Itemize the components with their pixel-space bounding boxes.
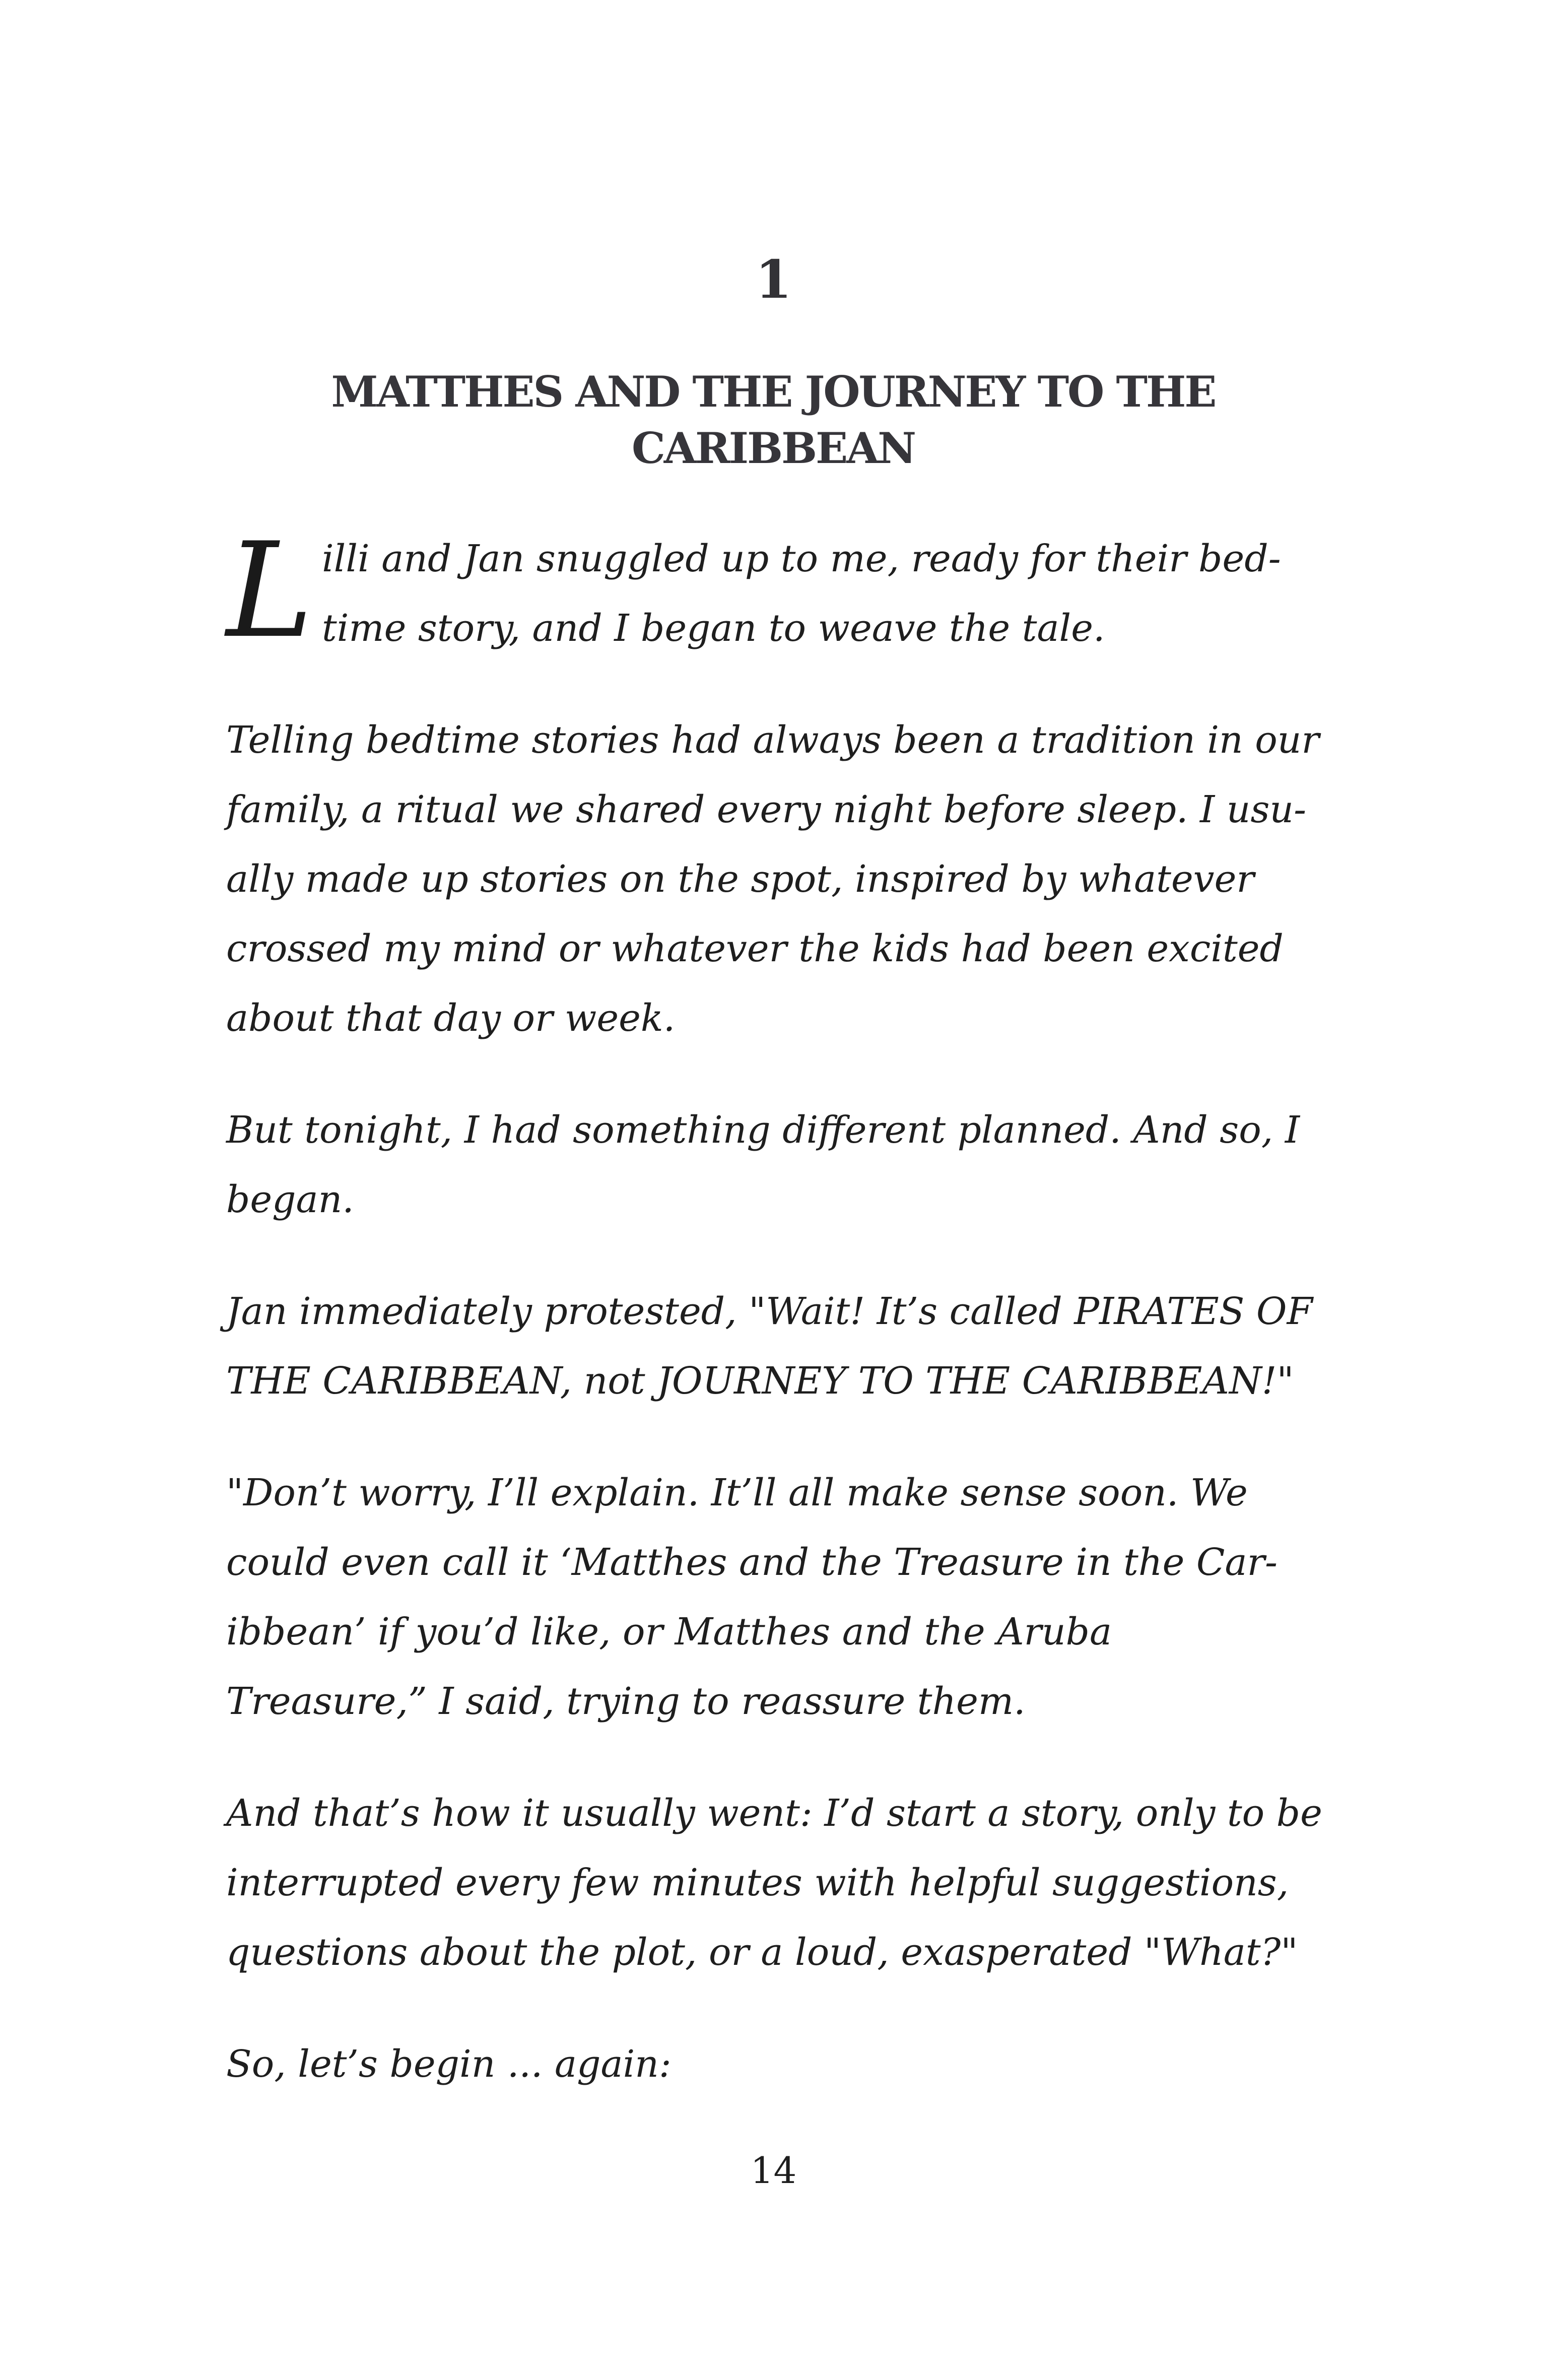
drop-cap: L: [226, 515, 313, 667]
chapter-body: [226, 515, 1324, 2141]
paragraph-jan-protest: Jan immediately protested, "Wait! It’s called PIRATES OF THE CARIBBEAN, not JOURNEY TO THE CARIBBEAN!": [226, 1290, 1313, 1403]
paragraph-bedtime-tradition: Telling bedtime stories had always been a tradition in our family, a ritual we shared every night before sleep. I usu-ally made up stories on the spot, inspired by whatever crossed my mind or whatever the kids had been excited about that day or week.: [226, 718, 1319, 1040]
page-number: 14: [750, 2149, 797, 2192]
chapter-number: 1: [755, 248, 792, 310]
paragraph-begin-again: So, let’s begin ... again:: [226, 2042, 671, 2086]
paragraph-interruptions: And that’s how it usually went: I’d start a story, only to be interrupted every few minutes with helpful suggestions, questions about the plot, or a loud, exasperated "What?": [226, 1792, 1322, 1974]
chapter-title: MATTHES AND THE JOURNEY TO THE CARIBBEAN: [331, 367, 1216, 473]
opening-text: illi and Jan snuggled up to me, ready for their bed-time story, and I began to weave the tale.: [322, 537, 1281, 650]
opening-paragraph: [226, 515, 1324, 667]
paragraph-tonight: But tonight, I had something different planned. And so, I began.: [226, 1108, 1300, 1221]
paragraph-reassure: "Don’t worry, I’ll explain. It’ll all make sense soon. We could even call it ‘Matthes and the Treasure in the Car-ibbean’ if you’d like, or Matthes and the Aruba Treasure,” I said, trying to reassure them.: [226, 1471, 1277, 1723]
